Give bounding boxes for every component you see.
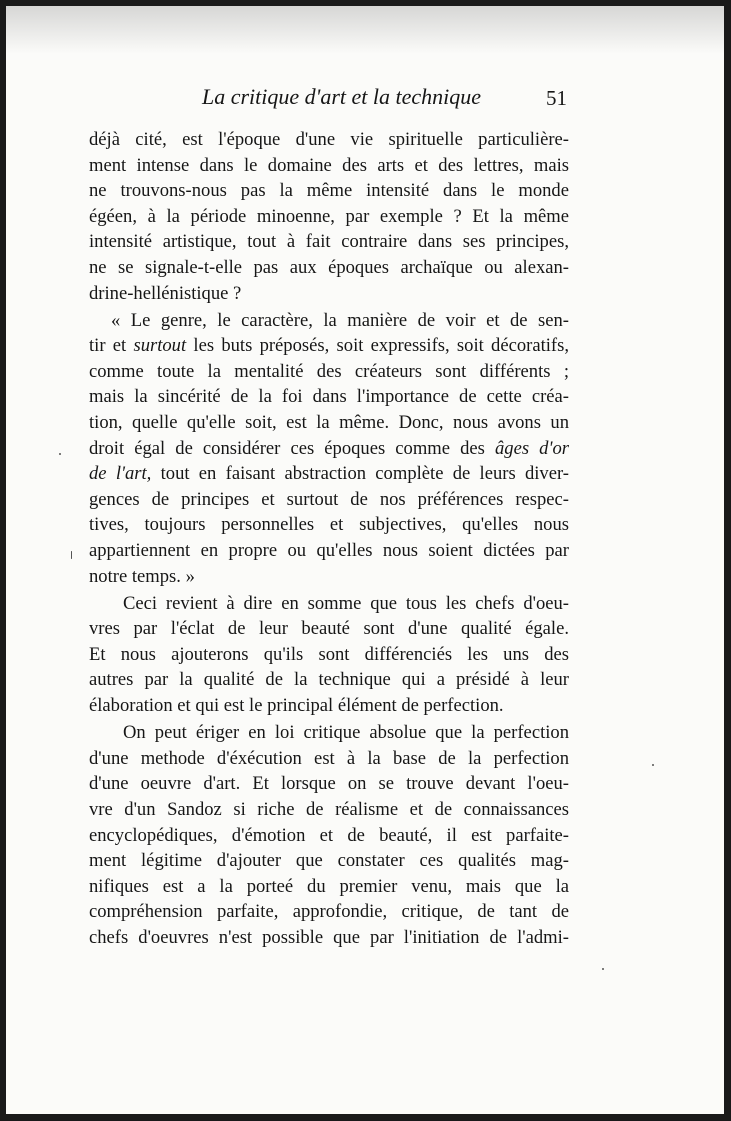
text-line: d'une methode d'éxécution est à la base de la perfection (89, 747, 569, 769)
italic-phrase: de l'art, (89, 463, 152, 485)
text-line: ne se signale-t-elle pas aux époques archaïque ou alexan- (89, 256, 569, 278)
text-line: vre d'un Sandoz si riche de réalisme et de connaissances (89, 798, 569, 820)
text-line: gences de principes et surtout de nos préférences respec- (89, 488, 569, 510)
text-line: « Le genre, le caractère, la manière de voir et de sen- (111, 309, 569, 331)
text-line: égéen, à la période minoenne, par exemple ? Et la même (89, 205, 569, 227)
text-line: autres par la qualité de la technique qui a présidé à leur (89, 669, 569, 691)
text-line: tives, toujours personnelles et subjectives, qu'elles nous (89, 514, 569, 536)
paragraph (89, 308, 569, 590)
text-line: déjà cité, est l'époque d'une vie spirituelle particulière- (89, 129, 569, 150)
text-line: appartiennent en propre ou qu'elles nous soient dictées par (89, 540, 569, 561)
italic-phrase: âges d'or (495, 437, 569, 459)
text-line: intensité artistique, tout à fait contraire dans ses principes, (89, 231, 569, 253)
text-line: mais la sincérité de la foi dans l'importance de cette créa- (89, 386, 569, 408)
paragraph (89, 127, 569, 306)
text-line: notre temps. » (89, 565, 195, 587)
text-line: ment légitime d'ajouter que constater ces qualités mag- (89, 850, 569, 872)
body-text (89, 127, 569, 951)
text-line: drine-hellénistique ? (89, 282, 242, 304)
text-line: comme toute la mentalité des créateurs sont différents ; (89, 360, 569, 382)
text-line: ment intense dans le domaine des arts et des lettres, mais (89, 154, 569, 176)
page-number: 51 (546, 86, 567, 110)
text-line: chefs d'oeuvres n'est possible que par l'initiation de l'admi- (89, 926, 569, 948)
text-line: de l'art, tout en faisant abstraction complète de leurs diver- (89, 463, 569, 485)
running-title: La critique d'art et la technique (202, 84, 482, 109)
text-line: élaboration et qui est le principal élément de perfection. (89, 695, 504, 717)
book-page (6, 6, 724, 1114)
text-line: tion, quelle qu'elle soit, est la même. Donc, nous avons un (89, 412, 569, 434)
text-line: Et nous ajouterons qu'ils sont différenciés les uns des (89, 643, 569, 665)
paragraph (89, 591, 569, 719)
text-line: compréhension parfaite, approfondie, critique, de tant de (89, 901, 569, 923)
scan-shadow (6, 6, 724, 54)
text-line: tir et surtout les buts préposés, soit expressifs, soit décoratifs, (89, 335, 569, 357)
text-line: d'une oeuvre d'art. Et lorsque on se trouve devant l'oeu- (89, 773, 569, 795)
text-line: nifiques est a la porteé du premier venu, mais que la (89, 875, 569, 897)
text-line: Ceci revient à dire en somme que tous les chefs d'oeu- (123, 592, 569, 614)
paragraph (89, 720, 569, 950)
text-line: vres par l'éclat de leur beauté sont d'une qualité égale. (89, 618, 569, 640)
text-line: ne trouvons-nous pas la même intensité dans le monde (89, 180, 569, 202)
italic-phrase: surtout (133, 335, 187, 357)
text-line: On peut ériger en loi critique absolue que la perfection (123, 722, 569, 744)
text-line: encyclopédiques, d'émotion et de beauté, il est parfaite- (89, 824, 569, 846)
text-line: droit égal de considérer ces époques comme des âges d'or (89, 437, 569, 459)
